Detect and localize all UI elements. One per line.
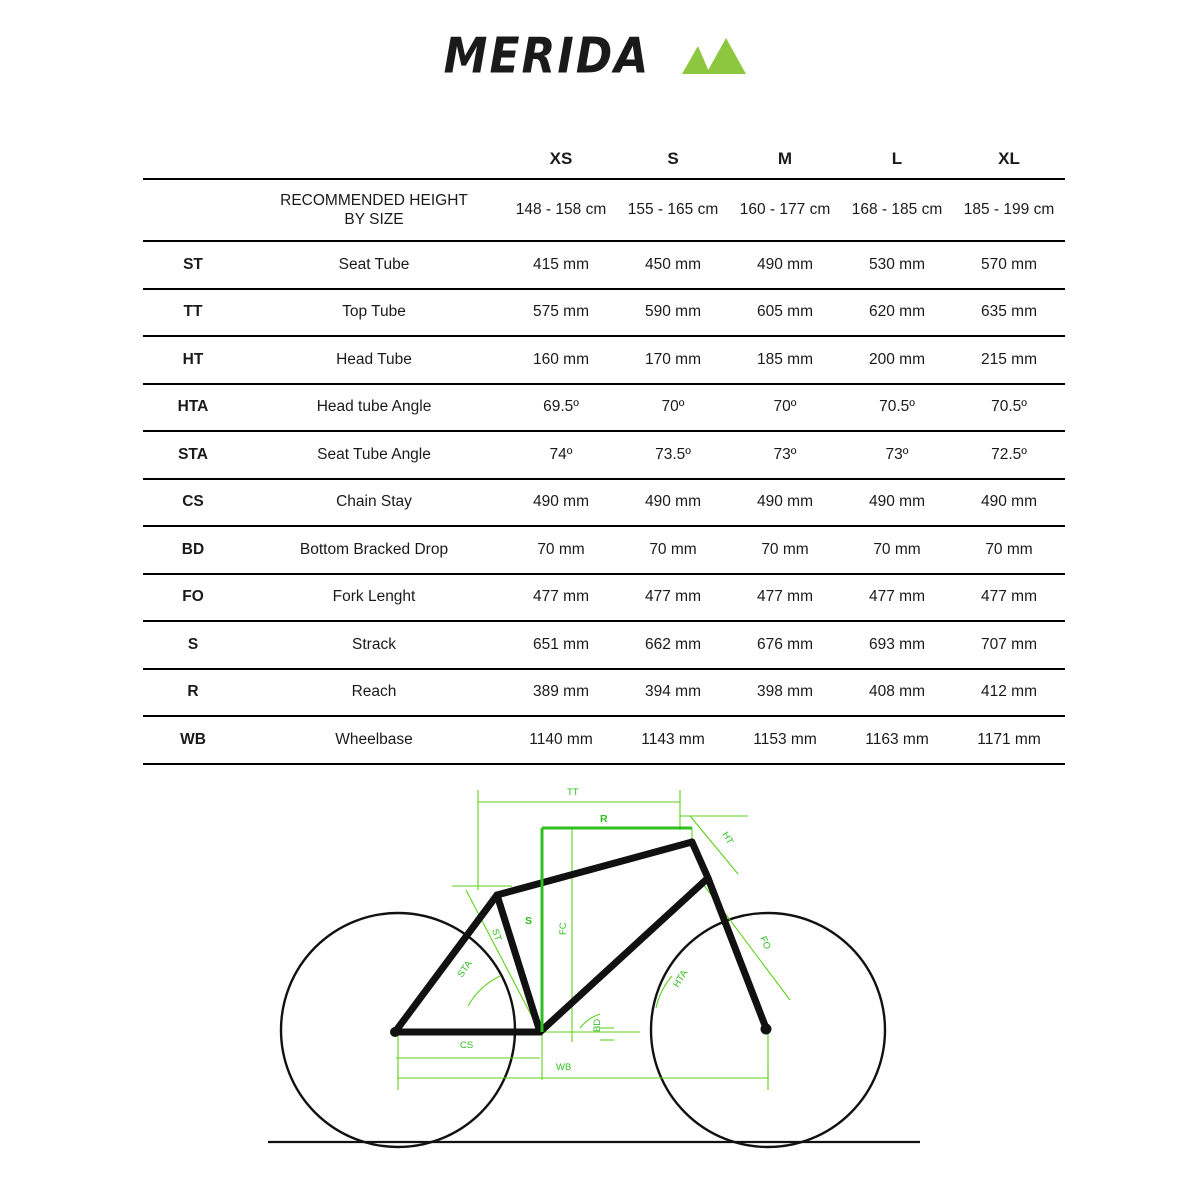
row-value-xs: 490 mm (505, 479, 617, 527)
row-name: Fork Lenght (243, 574, 505, 622)
row-name: Strack (243, 621, 505, 669)
header-empty-code (143, 140, 243, 179)
row-value-l: 70.5º (841, 384, 953, 432)
label-ht: HT (719, 830, 736, 847)
row-name: Top Tube (243, 289, 505, 337)
mountain-chevron-icon (660, 34, 756, 85)
geometry-table (143, 140, 1065, 765)
row-code: R (143, 669, 243, 717)
row-code: HT (143, 336, 243, 384)
recommended-height-xs: 148 - 158 cm (505, 179, 617, 241)
row-code: ST (143, 241, 243, 289)
row-value-xl: 70 mm (953, 526, 1065, 574)
recommended-height-l: 168 - 185 cm (841, 179, 953, 241)
row-code: FO (143, 574, 243, 622)
table-row (143, 526, 1065, 574)
label-cs: CS (460, 1040, 474, 1051)
row-value-xl: 570 mm (953, 241, 1065, 289)
row-value-xs: 575 mm (505, 289, 617, 337)
size-header-l: L (891, 149, 903, 168)
row-value-l: 477 mm (841, 574, 953, 622)
table-row (143, 289, 1065, 337)
row-value-s: 70º (617, 384, 729, 432)
row-value-s: 394 mm (617, 669, 729, 717)
row-name: Wheelbase (243, 716, 505, 764)
row-code: CS (143, 479, 243, 527)
row-value-xs: 1140 mm (505, 716, 617, 764)
size-header-xl: XL (998, 149, 1020, 168)
row-value-xl: 1171 mm (953, 716, 1065, 764)
recommended-code-cell (143, 179, 243, 241)
row-code: WB (143, 716, 243, 764)
table-header-row (143, 140, 1065, 179)
row-value-m: 605 mm (729, 289, 841, 337)
row-value-l: 490 mm (841, 479, 953, 527)
row-value-l: 73º (841, 431, 953, 479)
row-value-m: 477 mm (729, 574, 841, 622)
row-name: Reach (243, 669, 505, 717)
recommended-height-xl: 185 - 199 cm (953, 179, 1065, 241)
row-value-xl: 412 mm (953, 669, 1065, 717)
brand-name: MERIDA (443, 27, 651, 85)
row-value-s: 590 mm (617, 289, 729, 337)
table-row (143, 621, 1065, 669)
row-value-xs: 389 mm (505, 669, 617, 717)
row-value-xs: 160 mm (505, 336, 617, 384)
row-value-m: 490 mm (729, 241, 841, 289)
row-name: Seat Tube (243, 241, 505, 289)
row-name: Head tube Angle (243, 384, 505, 432)
row-value-s: 662 mm (617, 621, 729, 669)
label-fc: FC (558, 922, 569, 935)
row-value-l: 70 mm (841, 526, 953, 574)
row-value-l: 620 mm (841, 289, 953, 337)
row-value-m: 490 mm (729, 479, 841, 527)
row-value-xs: 651 mm (505, 621, 617, 669)
row-code: STA (143, 431, 243, 479)
row-value-l: 408 mm (841, 669, 953, 717)
label-tt: TT (567, 787, 579, 798)
row-value-m: 398 mm (729, 669, 841, 717)
row-value-xl: 707 mm (953, 621, 1065, 669)
row-value-s: 477 mm (617, 574, 729, 622)
size-header-s: S (667, 149, 679, 168)
table-row (143, 431, 1065, 479)
row-value-l: 200 mm (841, 336, 953, 384)
recommended-height-m: 160 - 177 cm (729, 179, 841, 241)
label-fo: FO (757, 934, 773, 952)
row-value-m: 676 mm (729, 621, 841, 669)
row-value-s: 170 mm (617, 336, 729, 384)
geometry-table-container (143, 140, 1065, 765)
label-st: ST (489, 927, 504, 943)
row-value-xs: 70 mm (505, 526, 617, 574)
row-value-s: 73.5º (617, 431, 729, 479)
row-value-l: 693 mm (841, 621, 953, 669)
recommended-height-s: 155 - 165 cm (617, 179, 729, 241)
row-value-m: 185 mm (729, 336, 841, 384)
row-value-l: 530 mm (841, 241, 953, 289)
size-header-xs: XS (549, 149, 573, 168)
header-empty-name (243, 140, 505, 179)
row-name: Head Tube (243, 336, 505, 384)
row-name: Chain Stay (243, 479, 505, 527)
recommended-height-label-line2: BY SIZE (344, 211, 404, 228)
label-bd: BD (592, 1018, 603, 1032)
row-value-xl: 490 mm (953, 479, 1065, 527)
table-row (143, 479, 1065, 527)
row-name: Seat Tube Angle (243, 431, 505, 479)
row-value-xl: 477 mm (953, 574, 1065, 622)
row-value-m: 70 mm (729, 526, 841, 574)
recommended-height-label-line1: RECOMMENDED HEIGHT (280, 191, 468, 209)
row-value-xs: 74º (505, 431, 617, 479)
row-name: Bottom Bracked Drop (243, 526, 505, 574)
row-value-xl: 72.5º (953, 431, 1065, 479)
label-s: S (525, 915, 533, 927)
row-value-xs: 415 mm (505, 241, 617, 289)
row-value-m: 73º (729, 431, 841, 479)
label-sta: STA (455, 958, 475, 980)
bicycle-geometry-diagram (0, 770, 1200, 1180)
table-row (143, 574, 1065, 622)
row-value-xl: 215 mm (953, 336, 1065, 384)
row-value-m: 70º (729, 384, 841, 432)
table-row (143, 241, 1065, 289)
brand-logo (0, 22, 1200, 92)
row-value-xs: 477 mm (505, 574, 617, 622)
label-hta: HTA (671, 968, 691, 990)
table-row (143, 716, 1065, 764)
row-code: TT (143, 289, 243, 337)
row-code: BD (143, 526, 243, 574)
table-row (143, 669, 1065, 717)
recommended-height-label (243, 179, 505, 241)
row-code: S (143, 621, 243, 669)
table-row (143, 336, 1065, 384)
table-row (143, 384, 1065, 432)
row-value-l: 1163 mm (841, 716, 953, 764)
row-code: HTA (143, 384, 243, 432)
size-header-m: M (777, 149, 793, 168)
row-value-s: 70 mm (617, 526, 729, 574)
row-value-s: 450 mm (617, 241, 729, 289)
row-value-s: 490 mm (617, 479, 729, 527)
row-value-s: 1143 mm (617, 716, 729, 764)
row-value-xl: 635 mm (953, 289, 1065, 337)
row-value-m: 1153 mm (729, 716, 841, 764)
label-r: R (600, 813, 608, 825)
label-wb: WB (556, 1062, 572, 1073)
bicycle-frame (390, 842, 772, 1037)
row-value-xl: 70.5º (953, 384, 1065, 432)
row-value-xs: 69.5º (505, 384, 617, 432)
recommended-height-row (143, 179, 1065, 241)
